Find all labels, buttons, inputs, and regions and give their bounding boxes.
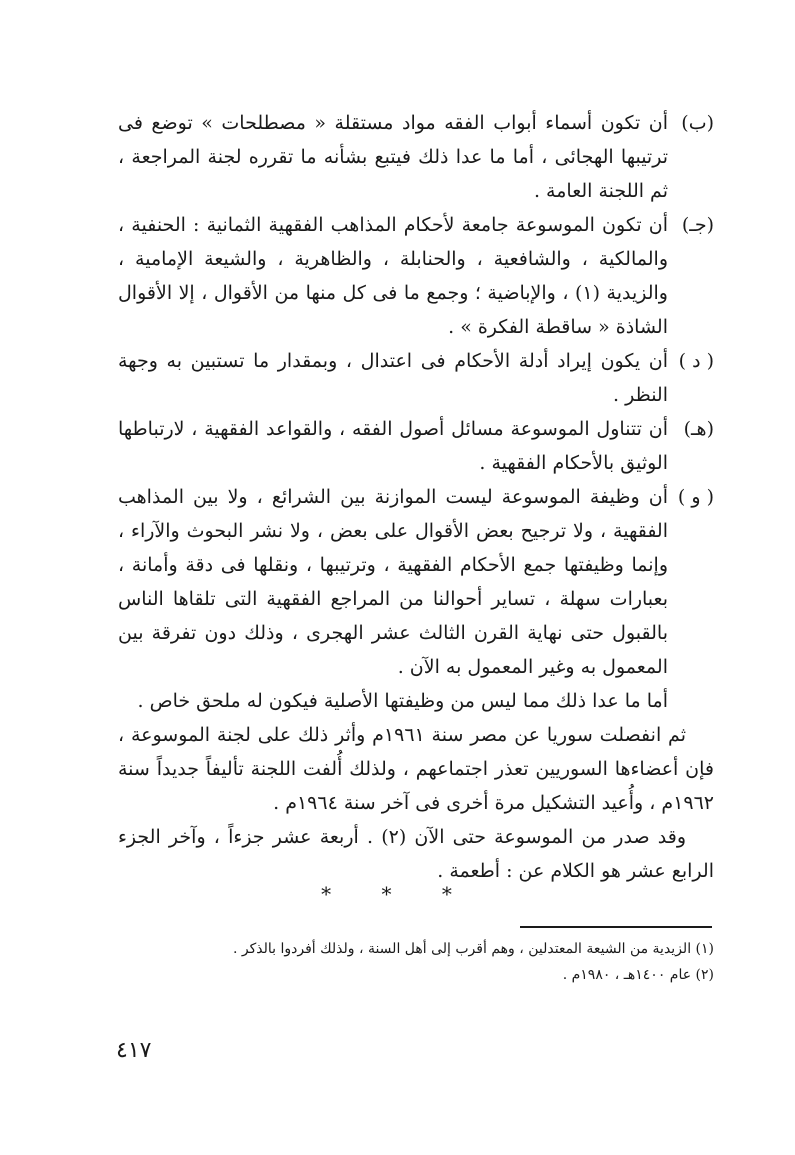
item-text: أن تكون الموسوعة جامعة لأحكام المذاهب الفقهية الثمانية : الحنفية ، والمالكية ، والشافعية ، والحنابلة ، والظاهرية ، والشيعة الإمامية ، والزيدية (١) ، والإباضية ؛ وجمع ما فى كل منها من الأقوال ، إلا الأقوال الشاذة « ساقطة الفكرة » .	[118, 214, 668, 338]
main-text	[118, 106, 714, 888]
body-paragraph: ثم انفصلت سوريا عن مصر سنة ١٩٦١م وأثر ذلك على لجنة الموسوعة ، فإن أعضاءها السوريين تعذر اجتماعهم ، ولذلك أُلفت اللجنة تأليفاً جديداً سنة ١٩٦٢م ، وأُعيد التشكيل مرة أخرى فى آخر سنة ١٩٦٤م .	[118, 724, 714, 814]
list-item	[118, 344, 714, 412]
list-item	[118, 412, 714, 480]
list-item	[118, 106, 714, 208]
item-label: ( و )	[677, 486, 714, 508]
item-text: أن وظيفة الموسوعة ليست الموازنة بين الشرائع ، ولا بين المذاهب الفقهية ، ولا ترجيح بعض الأقوال على بعض ، ولا نشر البحوث والآراء ، وإنما وظيفتها جمع الأحكام الفقهية ، وترتيبها ، ونقلها فى دقة وأمانة ، بعبارات سهلة ، تساير أحوالنا من المراجع الفقهية التى تلقاها الناس بالقبول حتى نهاية القرن الثالث عشر الهجرى ، وذلك دون تفرقة بين المعمول به وغير المعمول به الآن .	[118, 486, 668, 678]
body-paragraph: وقد صدر من الموسوعة حتى الآن (٢) . أربعة عشر جزءاً ، وآخر الجزء الرابع عشر هو الكلام عن : أطعمة .	[118, 826, 714, 882]
item-continuation: أما ما عدا ذلك مما ليس من وظيفتها الأصلية فيكون له ملحق خاص .	[137, 690, 668, 712]
item-text: أن تتناول الموسوعة مسائل أصول الفقه ، والقواعد الفقهية ، لارتباطها الوثيق بالأحكام الفقهية .	[118, 418, 668, 474]
list-item	[118, 208, 714, 344]
footnote-rule	[520, 926, 712, 928]
item-label: (جـ)	[681, 214, 714, 236]
footnote: (١) الزيدية من الشيعة المعتدلين ، وهم أقرب إلى أهل السنة ، ولذلك أفردوا بالذكر .	[232, 941, 714, 957]
item-label: (ب)	[681, 112, 714, 134]
footnote: (٢) عام ١٤٠٠هـ ، ١٩٨٠م .	[562, 967, 714, 983]
item-text: أن يكون إيراد أدلة الأحكام فى اعتدال ، وبمقدار ما تستبين به وجهة النظر .	[118, 350, 668, 406]
item-label: ( د )	[678, 350, 714, 372]
item-label: (هـ)	[683, 418, 714, 440]
footnotes	[150, 936, 714, 988]
page-number: ٤١٧	[116, 1038, 152, 1063]
item-text: أن تكون أسماء أبواب الفقه مواد مستقلة « مصطلحات » توضع فى ترتيبها الهجائى ، أما ما عدا ذلك فيتبع بشأنه ما تقرره لجنة المراجعة ، ثم اللجنة العامة .	[118, 112, 668, 202]
section-separator: * * *	[321, 882, 474, 906]
list-item	[118, 480, 714, 684]
